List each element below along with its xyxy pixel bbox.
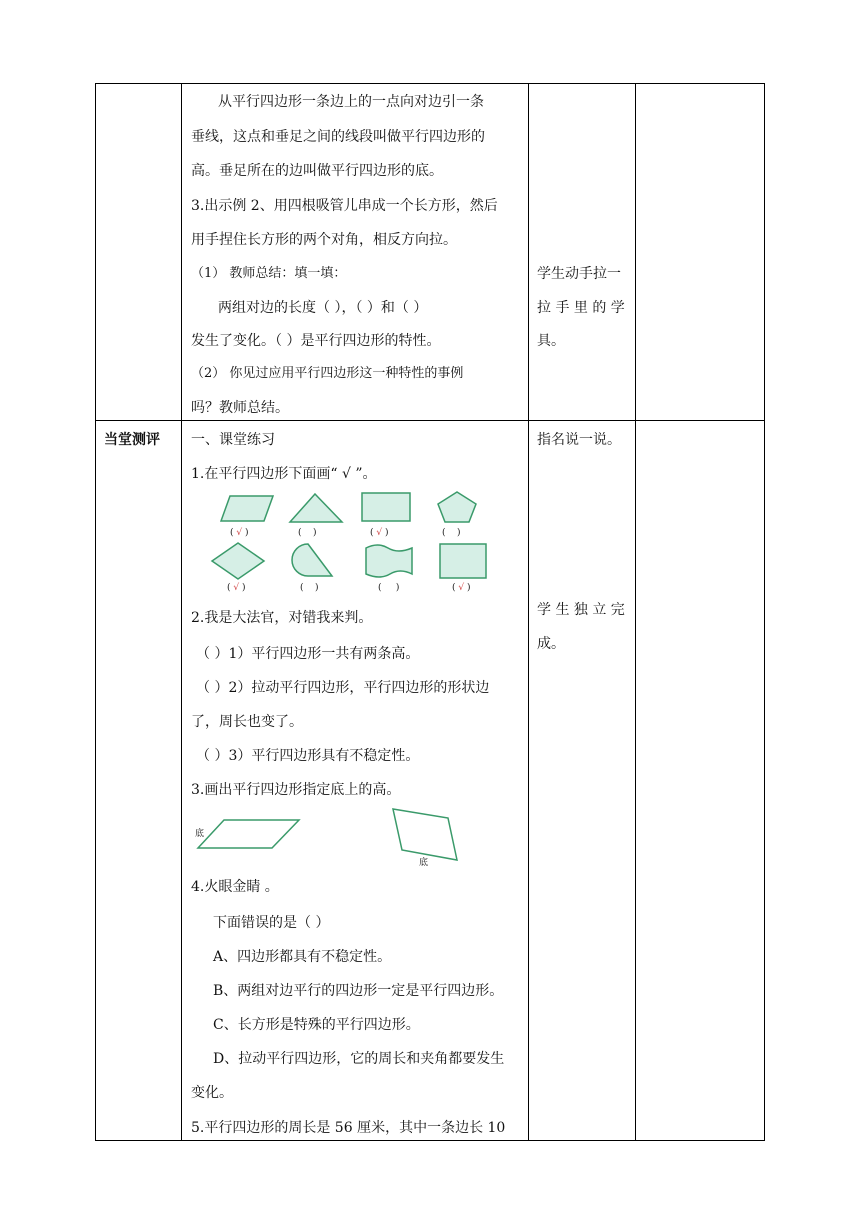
question-3: 3.画出平行四边形指定底上的高。 <box>191 782 401 798</box>
wavy-shape <box>362 542 414 580</box>
text-line: 垂线，这点和垂足之间的线段叫做平行四边形的 <box>191 129 485 145</box>
text-line: 高。垂足所在的边叫做平行四边形的底。 <box>191 163 443 179</box>
pentagon-shape <box>436 490 478 524</box>
text-line: 拉 手 里 的 学 <box>537 300 625 316</box>
check-mark: √ <box>376 528 383 538</box>
judge-item: （ ）1）平行四边形一共有两条高。 <box>196 646 420 662</box>
question-4-prompt: 下面错误的是（ ） <box>213 915 330 931</box>
base-label: 底 <box>419 858 429 868</box>
rhombus-shape <box>210 541 266 581</box>
question-2: 2.我是大法官，对错我来判。 <box>191 610 373 626</box>
check-mark: √ <box>236 528 243 538</box>
base-label: 底 <box>195 829 205 839</box>
text-line: 成。 <box>537 636 565 652</box>
answer-paren: ( ) <box>298 528 317 538</box>
table-border-bottom <box>95 1140 765 1141</box>
text-line: 从平行四边形一条边上的一点向对边引一条 <box>218 94 484 110</box>
option-c: C、长方形是特殊的平行四边形。 <box>213 1017 420 1033</box>
row-divider <box>95 420 765 421</box>
text-line: 吗？教师总结。 <box>191 400 289 416</box>
text-line: 具。 <box>537 333 565 349</box>
answer-paren: ( ) <box>300 583 319 593</box>
table-border-right <box>764 83 765 1141</box>
option-d: D、拉动平行四边形，它的周长和夹角都要发生 <box>213 1051 505 1067</box>
answer-paren: ( ) <box>442 528 461 538</box>
text-line: 学 生 独 立 完 <box>537 602 625 618</box>
parallelogram-shape <box>220 494 275 524</box>
judge-item: （ ）2）拉动平行四边形，平行四边形的形状边 <box>196 680 490 696</box>
check-mark: √ <box>458 583 465 593</box>
table-border-top <box>95 83 765 84</box>
question-1: 1.在平行四边形下面画“ √ ”。 <box>191 466 377 482</box>
judge-item: （ ）3）平行四边形具有不稳定性。 <box>196 748 420 764</box>
judge-item: 了，周长也变了。 <box>191 714 303 730</box>
parallelogram-figure-2 <box>390 806 460 862</box>
text-line: 用手捏住长方形的两个对角，相反方向拉。 <box>191 232 457 248</box>
column-divider-2 <box>528 83 529 1141</box>
option-a: A、四边形都具有不稳定性。 <box>213 949 392 965</box>
text-line: 3.出示例 2、用四根吸管儿串成一个长方形，然后 <box>191 198 498 214</box>
section-heading: 一、课堂练习 <box>191 432 275 448</box>
text-line: 指名说一说。 <box>537 432 621 448</box>
square-shape <box>438 542 488 580</box>
triangle-shape <box>288 492 344 524</box>
fan-shape <box>290 542 334 580</box>
answer-paren: ( √ ) <box>452 583 471 593</box>
text-line: 学生动手拉一 <box>537 266 621 282</box>
option-d-cont: 变化。 <box>191 1085 233 1101</box>
check-mark: √ <box>233 583 240 593</box>
text-line: （1） 教师总结：填一填： <box>191 266 347 281</box>
answer-paren: ( √ ) <box>227 583 246 593</box>
text-line: 两组对边的长度（ ），（ ）和（ ） <box>218 300 428 316</box>
column-divider-3 <box>635 83 636 1141</box>
column-divider-1 <box>181 83 182 1141</box>
question-5: 5.平行四边形的周长是 56 厘米，其中一条边长 10 <box>191 1120 506 1136</box>
text-line: 发生了变化。（ ）是平行四边形的特性。 <box>191 333 441 349</box>
answer-paren: ( √ ) <box>230 528 249 538</box>
text-line: （2） 你见过应用平行四边形这一种特性的事例 <box>191 366 464 381</box>
answer-paren: ( ) <box>378 583 400 593</box>
section-label: 当堂测评 <box>104 432 160 448</box>
question-4: 4.火眼金睛 。 <box>191 879 279 895</box>
table-border-left <box>95 83 96 1141</box>
option-b: B、两组对边平行的四边形一定是平行四边形。 <box>213 983 504 999</box>
rectangle-shape <box>360 491 412 523</box>
parallelogram-figure-1 <box>196 817 302 851</box>
answer-paren: ( √ ) <box>370 528 389 538</box>
